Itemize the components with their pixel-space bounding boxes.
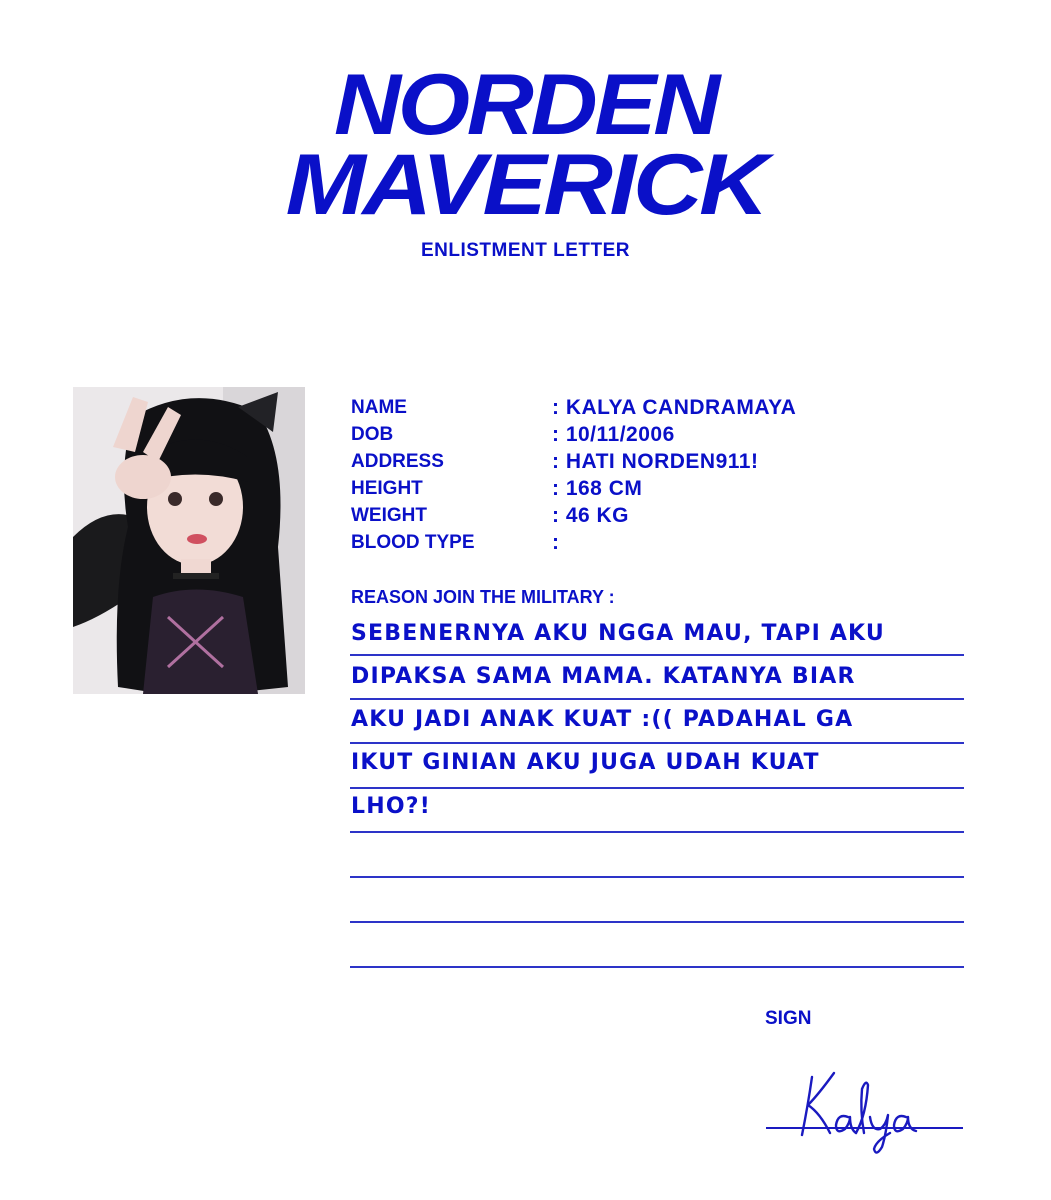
value-name: : KALYA CANDRAMAYA bbox=[552, 396, 797, 419]
ruled-line-6 bbox=[350, 876, 964, 878]
ruled-line-5 bbox=[350, 831, 964, 833]
ruled-line-3 bbox=[350, 742, 964, 744]
ruled-line-2 bbox=[350, 698, 964, 700]
value-blood-type: : bbox=[552, 531, 560, 554]
value-address: : HATI NORDEN911! bbox=[552, 450, 759, 473]
ruled-line-7 bbox=[350, 921, 964, 923]
label-address: ADDRESS bbox=[351, 451, 444, 472]
value-dob: : 10/11/2006 bbox=[552, 423, 675, 446]
label-name: NAME bbox=[351, 397, 407, 418]
reason-line-5: LHO?! bbox=[351, 794, 431, 819]
reason-line-2: DIPAKSA SAMA MAMA. KATANYA BIAR bbox=[351, 664, 856, 689]
sign-label: SIGN bbox=[765, 1008, 812, 1029]
reason-label: REASON JOIN THE MILITARY : bbox=[351, 587, 615, 607]
value-height: : 168 CM bbox=[552, 477, 643, 500]
reason-line-1: SEBENERNYA AKU NGGA MAU, TAPI AKU bbox=[351, 621, 885, 646]
ruled-line-8 bbox=[350, 966, 964, 968]
label-height: HEIGHT bbox=[351, 478, 423, 499]
label-dob: DOB bbox=[351, 424, 394, 445]
profile-photo bbox=[73, 387, 305, 694]
value-weight: : 46 KG bbox=[552, 504, 630, 527]
signature-line bbox=[766, 1127, 963, 1129]
reason-line-3: AKU JADI ANAK KUAT :(( PADAHAL GA bbox=[351, 707, 854, 732]
reason-line-4: IKUT GINIAN AKU JUGA UDAH KUAT bbox=[351, 750, 820, 775]
title-maverick: MAVERICK bbox=[285, 137, 766, 233]
handwritten-signature bbox=[790, 1055, 940, 1155]
label-weight: WEIGHT bbox=[351, 505, 427, 526]
profile-photo-illustration bbox=[73, 387, 305, 694]
subtitle-enlistment-letter: ENLISTMENT LETTER bbox=[420, 240, 631, 261]
ruled-line-4 bbox=[350, 787, 964, 789]
label-blood-type: BLOOD TYPE bbox=[351, 532, 475, 553]
ruled-line-1 bbox=[350, 654, 964, 656]
title-norden: NORDEN bbox=[333, 57, 718, 153]
